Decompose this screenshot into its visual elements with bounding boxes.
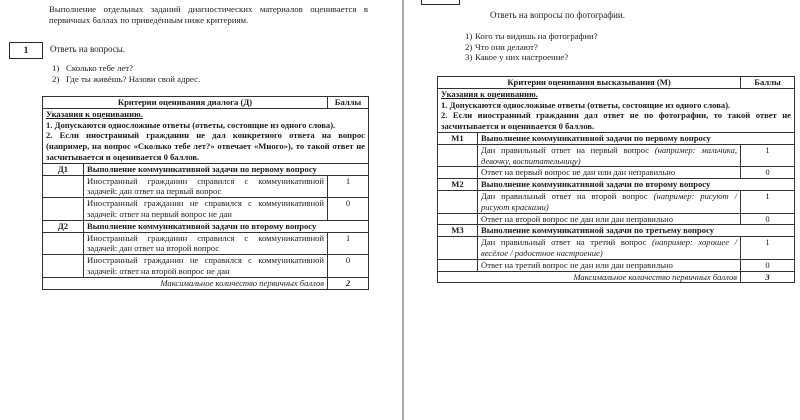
task-number-box (9, 42, 43, 59)
score-value: 0 (328, 255, 369, 278)
guidance-item: 1. Допускаются односложные ответы (ответы, состоящие из одного слова). (46, 119, 336, 130)
question-item (465, 31, 598, 42)
criterion-text: Ответ на второй вопрос не дан или дан неправильно (478, 213, 741, 225)
question-list (52, 63, 200, 86)
empty-code-cell (438, 190, 478, 213)
criteria-table-dialog (42, 96, 369, 290)
max-score-label: Максимальное количество первичных баллов (438, 271, 741, 283)
score-column-header: Баллы (328, 97, 369, 109)
criteria-table-monologue (437, 76, 795, 283)
guidance-title: Указания к оцениванию. (46, 108, 143, 119)
criterion-row (438, 167, 795, 179)
max-score-label: Максимальное количество первичных баллов (43, 277, 328, 289)
question-item (52, 63, 200, 74)
section-code: Д2 (43, 220, 84, 232)
table-header-row (43, 97, 369, 109)
score-value: 1 (741, 237, 795, 260)
score-value: 0 (741, 213, 795, 225)
max-score-value: 2 (328, 277, 369, 289)
question-item (465, 52, 598, 63)
criterion-row (438, 190, 795, 213)
score-value: 0 (741, 259, 795, 271)
criterion-text: Иностранный гражданин не справился с коммуникативной задачей: ответ на второй вопрос не дан (84, 255, 328, 278)
criterion-row (438, 237, 795, 260)
question-text: Какое у них настроение? (475, 52, 569, 62)
guidance-row (438, 88, 795, 132)
score-value: 1 (328, 175, 369, 198)
criterion-row (43, 232, 369, 255)
criterion-row (43, 255, 369, 278)
task-number-box-cropped (421, 0, 460, 5)
criterion-row (438, 213, 795, 225)
section-title: Выполнение коммуникативной задачи по первому вопросу (84, 163, 369, 175)
question-item (52, 74, 200, 85)
question-list (465, 31, 598, 63)
table-title: Критерии оценивания диалога (Д) (43, 97, 328, 109)
section-header-row (43, 220, 369, 232)
section-code: М3 (438, 225, 478, 237)
max-score-value: 3 (741, 271, 795, 283)
guidance-item: 2. Если иностранный гражданин не дал конкретного ответа на вопрос (например, на вопрос «Сколько тебе лет?» отвечает «Много»), то такой ответ не засчитывается и оценивается 0 баллов. (46, 130, 365, 162)
criterion-text: Иностранный гражданин не справился с коммуникативной задачей: ответ на первый вопрос не дан (84, 198, 328, 221)
criterion-text: Дан правильный ответ на второй вопрос (481, 190, 648, 201)
score-value: 0 (328, 198, 369, 221)
empty-code-cell (438, 213, 478, 225)
criterion-text: Дан правильный ответ на первый вопрос (481, 144, 650, 155)
empty-code-cell (43, 232, 84, 255)
section-title: Выполнение коммуникативной задачи по первому вопросу (478, 132, 795, 144)
section-code: М2 (438, 179, 478, 191)
section-header-row (438, 132, 795, 144)
empty-code-cell (438, 167, 478, 179)
criterion-row (438, 144, 795, 167)
criterion-text: Дан правильный ответ на третий вопрос (481, 237, 647, 248)
score-value: 1 (741, 190, 795, 213)
score-value: 1 (328, 232, 369, 255)
empty-code-cell (43, 255, 84, 278)
criterion-text: Ответ на третий вопрос не дан или дан неправильно (478, 259, 741, 271)
question-number: 1) (465, 31, 473, 41)
section-code: М1 (438, 132, 478, 144)
criterion-row (438, 259, 795, 271)
question-text: Кого ты видишь на фотографии? (475, 31, 598, 41)
task-instruction: Ответь на вопросы. (50, 44, 125, 54)
intro-paragraph: Выполнение отдельных заданий диагностических материалов оценивается в первичных баллах по приведённым ниже критериям. (49, 4, 368, 25)
empty-code-cell (43, 198, 84, 221)
score-value: 1 (741, 144, 795, 167)
section-header-row (43, 163, 369, 175)
task-number: 1 (23, 45, 29, 56)
question-number: 3) (465, 52, 473, 62)
guidance-row (43, 108, 369, 163)
page-right (404, 0, 800, 420)
max-score-row (438, 271, 795, 283)
score-column-header: Баллы (741, 77, 795, 89)
criterion-text: Иностранный гражданин справился с коммуникативной задачей: дан ответ на второй вопрос (84, 232, 328, 255)
section-title: Выполнение коммуникативной задачи по второму вопросу (478, 179, 795, 191)
section-header-row (438, 225, 795, 237)
table-header-row (438, 77, 795, 89)
question-number: 1) (52, 63, 60, 73)
criterion-text: Иностранный гражданин справился с коммуникативной задачей: дан ответ на первый вопрос (84, 175, 328, 198)
section-title: Выполнение коммуникативной задачи по третьему вопросу (478, 225, 795, 237)
question-text: Сколько тебе лет? (66, 63, 134, 73)
criterion-example: (например: мальчика, девочку, воспитательницу) (481, 144, 738, 166)
table-title: Критерии оценивания высказывания (М) (438, 77, 741, 89)
criterion-row (43, 175, 369, 198)
section-header-row (438, 179, 795, 191)
empty-code-cell (438, 144, 478, 167)
guidance-title: Указания к оцениванию. (441, 88, 538, 99)
question-number: 2) (465, 41, 473, 52)
question-item (465, 42, 598, 53)
section-title: Выполнение коммуникативной задачи по второму вопросу (84, 220, 369, 232)
section-code: Д1 (43, 163, 84, 175)
question-text: Где ты живёшь? Назови свой адрес. (66, 74, 201, 85)
criterion-row (43, 198, 369, 221)
empty-code-cell (43, 175, 84, 198)
guidance-item: 2. Если иностранный гражданин дал ответ не по фотографии, то такой ответ не засчитывается и оценивается 0 баллов. (441, 110, 792, 132)
criterion-example: (например: рисуют / рисуют красками) (481, 190, 738, 212)
criterion-example: (например: хорошее / весёлое / радостное настроение) (481, 237, 738, 258)
score-value: 0 (741, 167, 795, 179)
empty-code-cell (438, 259, 478, 271)
guidance-item: 1. Допускаются односложные ответы (ответы, состоящие из одного слова). (441, 99, 731, 110)
question-number: 2) (52, 74, 60, 85)
question-text: Что они делают? (475, 41, 538, 52)
criterion-text: Ответ на первый вопрос не дан или дан неправильно (478, 167, 741, 179)
task-instruction: Ответь на вопросы по фотографии. (490, 10, 625, 20)
empty-code-cell (438, 237, 478, 260)
max-score-row (43, 277, 369, 289)
